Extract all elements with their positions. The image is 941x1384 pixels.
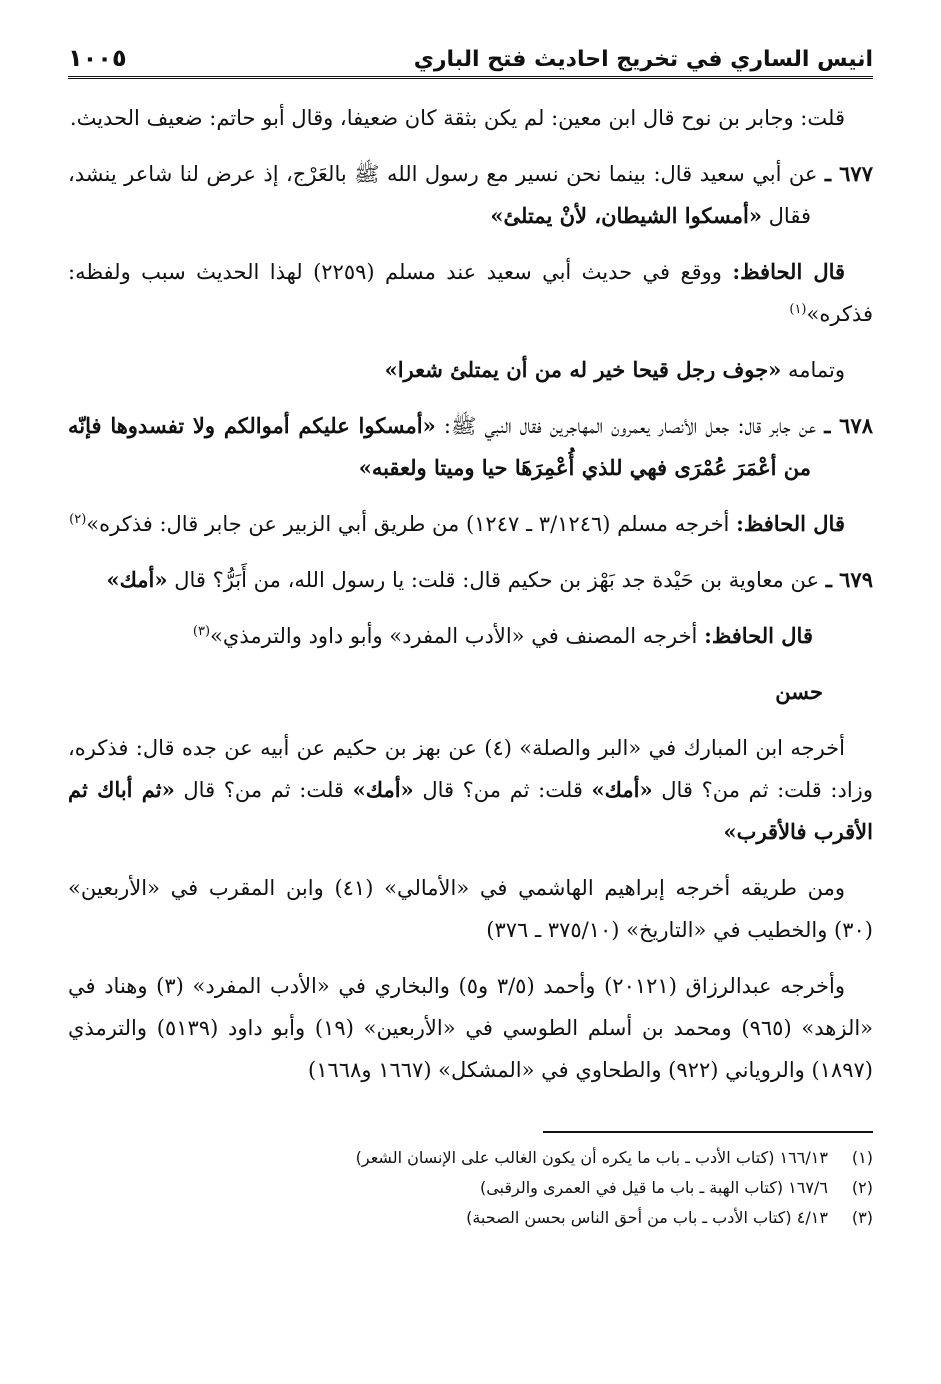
hadith-text: عن أبي سعيد قال: بينما نحن نسير مع رسول الله ﷺ بالعَرْج، إذ عرض لنا شاعر ينشد، فقال (68, 162, 818, 228)
tamam-paragraph (68, 349, 873, 391)
para1-quote1: «أمك» (591, 777, 653, 802)
para1-mid: قلت: ثم من؟ قال (422, 778, 583, 802)
intro-paragraph (68, 97, 873, 139)
tamam-prefix: وتمامه (787, 358, 845, 382)
footnote-ref: (٣) (192, 624, 211, 639)
footnote-text: ٤/١٣ (كتاب الأدب ـ باب من أحق الناس بحسن الصحبة) (466, 1208, 828, 1227)
footnote-ref: (١) (789, 302, 807, 317)
tamam-quote: «جوف رجل قيحا خير له من أن يمتلئ شعرا» (384, 357, 782, 382)
hadith-677 (68, 153, 873, 237)
intro-line2: ضعيف الحديث. (69, 106, 203, 130)
footnote-text: ١٦٧/٦ (كتاب الهبة ـ باب ما قيل في العمرى والرقبى) (479, 1178, 828, 1197)
footnote-1 (68, 1143, 873, 1173)
hafiz-note-678 (68, 503, 873, 545)
para1-mid2: قلت: ثم من؟ قال (183, 778, 344, 802)
hadith-number: ٦٧٩ ـ (825, 567, 873, 592)
footnote-3 (68, 1203, 873, 1233)
para1-text: أخرجه ابن المبارك في «البر والصلة» (٤) عن بهز بن حكيم عن أبيه عن جده قال: فذكره، وزاد: قلت: ثم من؟ قال (68, 736, 873, 802)
hadith-quote: «أمسكوا الشيطان، لأنْ يمتلئ» (490, 203, 762, 228)
hafiz-text: ووقع في حديث أبي سعيد عند مسلم (٢٢٥٩) لهذا الحديث سبب ولفظه: فذكره» (68, 260, 873, 326)
hadith-679 (68, 559, 873, 601)
footnote-ref: (٢) (69, 512, 87, 527)
page-header (68, 30, 873, 79)
hafiz-label: قال الحافظ: (736, 511, 845, 536)
hadith-quote: «أمك» (106, 567, 168, 592)
hadith-quote: «أمسكوا عليكم أموالكم ولا تفسدوها فإنّه من أعْمَرَ عُمْرَى فهي للذي أُعْمِرَهَا حيا وميتا ولعقبه» (68, 413, 811, 480)
hafiz-label: قال الحافظ: (732, 259, 846, 284)
footnote-mark: (٣) (851, 1208, 873, 1227)
hadith-text: عن جابر قال: جعل الأنصار يعمرون المهاجرين فقال النبي ﷺ: (443, 414, 817, 438)
grade-heading: حسن (775, 679, 823, 704)
footnote-mark: (١) (851, 1148, 873, 1167)
takhrij-paragraph-2: ومن طريقه أخرجه إبراهيم الهاشمي في «الأمالي» (٤١) وابن المقرب في «الأربعين» (٣٠) والخطيب في «التاريخ» (٣٧٥/١٠ ـ ٣٧٦) (68, 876, 873, 942)
page-number: ١٠٠٥ (68, 44, 127, 72)
footnote-text: ١٦٦/١٣ (كتاب الأدب ـ باب ما يكره أن يكون الغالب على الإنسان الشعر) (355, 1148, 828, 1167)
hafiz-note-679 (68, 615, 873, 657)
footnote-mark: (٢) (851, 1178, 873, 1197)
para1-quote3: «ثم أباك ثم الأقرب فالأقرب» (68, 777, 873, 844)
para1-quote2: «أمك» (352, 777, 414, 802)
hafiz-text: أخرجه مسلم (٣/١٢٤٦ ـ ١٢٤٧) من طريق أبي الزبير عن جابر قال: فذكره» (86, 512, 730, 536)
main-text (68, 97, 873, 1091)
hadith-678 (68, 405, 873, 489)
hafiz-label: قال الحافظ: (704, 623, 813, 648)
takhrij-paragraph-3: وأخرجه عبدالرزاق (٢٠١٢١) وأحمد (٣/٥ و٥) والبخاري في «الأدب المفرد» (٣) وهناد في «الزهد» (٩٦٥) ومحمد بن أسلم الطوسي في «الأربعين» (١٩) وأبو داود (٥١٣٩) والترمذي (١٨٩٧) والروياني (٩٢٢) والطحاوي في «المشكل» (١٦٦٧ و١٦٦٨) (68, 974, 874, 1082)
hadith-number: ٦٧٨ ـ (824, 413, 873, 438)
footnote-separator (543, 1131, 873, 1133)
footnotes (68, 1143, 873, 1233)
hadith-text: عن معاوية بن حَيْدة جد بَهْز بن حكيم قال: قلت: يا رسول الله، من أَبَرُّ؟ قال (174, 568, 819, 592)
document-page (68, 30, 873, 1233)
book-title: انيس الساري في تخريج احاديث فتح الباري (413, 47, 873, 72)
hafiz-text: أخرجه المصنف في «الأدب المفرد» وأبو داود والترمذي» (210, 624, 698, 648)
hafiz-note-677 (68, 251, 873, 335)
hadith-number: ٦٧٧ ـ (824, 161, 873, 186)
takhrij-paragraph-1 (68, 727, 873, 853)
intro-line1: قلت: وجابر بن نوح قال ابن معين: لم يكن بثقة كان ضعيفا، وقال أبو حاتم: (209, 106, 845, 130)
footnote-2 (68, 1173, 873, 1203)
